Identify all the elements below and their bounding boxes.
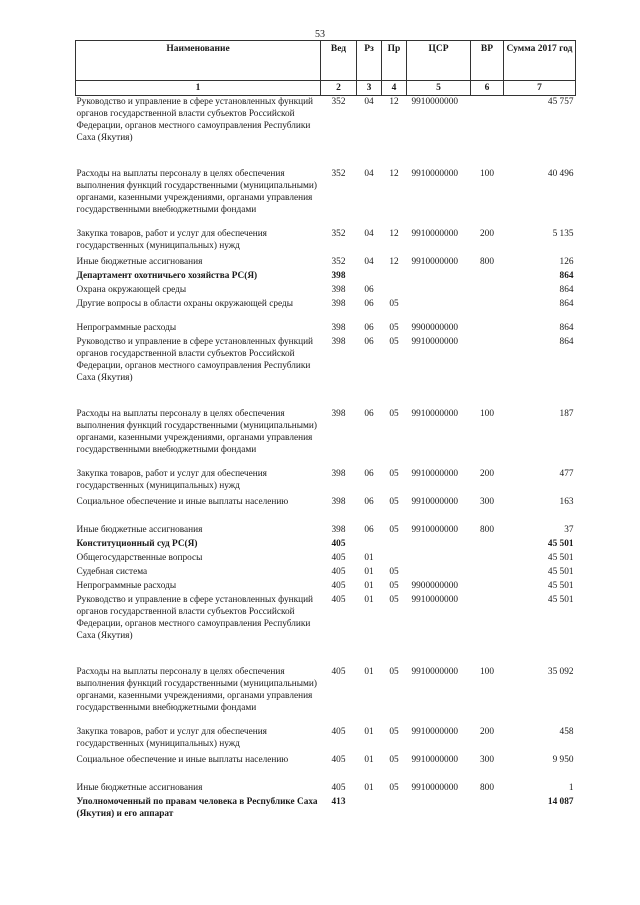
cell-ved: 398 [331, 409, 346, 419]
cell-sum: 458 [559, 727, 574, 737]
cell-sum: 864 [559, 299, 574, 309]
cell-csr [407, 284, 471, 298]
table-row [76, 284, 576, 298]
cell-vr: 800 [480, 257, 494, 267]
cell-rz [357, 796, 382, 820]
cell-pr: 05 [389, 497, 399, 507]
cell-csr: 9910000000 [411, 169, 458, 179]
cell-rz: 04 [364, 257, 374, 267]
cell-csr: 9910000000 [411, 783, 458, 793]
cell-rz: 06 [364, 409, 374, 419]
cell-csr: 9910000000 [411, 755, 458, 765]
header-vr: ВР [471, 41, 504, 81]
cell-ved: 352 [331, 97, 346, 107]
cell-pr: 05 [389, 469, 399, 479]
cell-ved: 405 [331, 667, 346, 677]
header-pr: Пр [382, 41, 407, 81]
cell-name: Иные бюджетные ассигнования [76, 783, 203, 793]
cell-sum: 45 501 [547, 553, 574, 563]
column-number: 3 [357, 81, 382, 96]
cell-name: Конституционный суд РС(Я) [76, 539, 198, 549]
cell-name: Социальное обеспечение и иные выплаты населению [76, 497, 289, 507]
cell-ved: 405 [331, 755, 346, 765]
cell-rz: 01 [364, 783, 374, 793]
cell-name: Расходы на выплаты персоналу в целях обеспечения выполнения функций государственными (муниципальными) органами, казенными учреждениями, органами управления государственными внебюджетными фондами [76, 169, 317, 215]
cell-ved: 405 [331, 595, 346, 605]
cell-rz: 01 [364, 667, 374, 677]
cell-vr [471, 336, 504, 408]
cell-rz: 04 [364, 97, 374, 107]
cell-name: Закупка товаров, работ и услуг для обеспечения государственных (муниципальных) нужд [76, 469, 267, 491]
cell-rz [357, 270, 382, 284]
cell-sum: 37 [564, 525, 574, 535]
table-row [76, 754, 576, 782]
cell-sum: 864 [559, 337, 574, 347]
cell-ved: 352 [331, 169, 346, 179]
cell-pr: 05 [389, 755, 399, 765]
cell-vr [471, 298, 504, 322]
cell-name: Иные бюджетные ассигнования [76, 257, 203, 267]
cell-csr: 9910000000 [411, 337, 458, 347]
cell-name: Расходы на выплаты персоналу в целях обеспечения выполнения функций государственными (муниципальными) органами, казенными учреждениями, органами управления государственными внебюджетными фондами [76, 409, 317, 455]
cell-name: Охрана окружающей среды [76, 285, 187, 295]
cell-vr: 100 [480, 667, 494, 677]
cell-csr: 9910000000 [411, 497, 458, 507]
cell-rz: 06 [364, 299, 374, 309]
cell-rz: 04 [364, 229, 374, 239]
table-row [76, 796, 576, 820]
table-row [76, 468, 576, 496]
cell-csr [407, 566, 471, 580]
cell-ved: 398 [331, 285, 346, 295]
cell-rz: 01 [364, 581, 374, 591]
header-ved: Вед [321, 41, 357, 81]
cell-vr: 300 [480, 497, 494, 507]
cell-ved: 398 [331, 525, 346, 535]
cell-vr [471, 96, 504, 169]
table-body [76, 96, 576, 821]
table-row [76, 524, 576, 538]
cell-vr: 800 [480, 783, 494, 793]
cell-name: Судебная система [76, 567, 148, 577]
cell-name: Департамент охотничьего хозяйства РС(Я) [76, 271, 258, 281]
cell-pr: 05 [389, 409, 399, 419]
cell-ved: 398 [331, 337, 346, 347]
cell-vr [471, 594, 504, 666]
budget-table [75, 40, 576, 820]
cell-sum: 40 496 [547, 169, 574, 179]
cell-vr: 300 [480, 755, 494, 765]
table-row [76, 496, 576, 524]
cell-rz: 04 [364, 169, 374, 179]
cell-pr [382, 284, 407, 298]
table-row [76, 552, 576, 566]
cell-csr [407, 552, 471, 566]
cell-ved: 352 [331, 229, 346, 239]
cell-rz: 06 [364, 525, 374, 535]
cell-name: Социальное обеспечение и иные выплаты населению [76, 755, 289, 765]
cell-rz: 01 [364, 567, 374, 577]
cell-pr: 05 [389, 595, 399, 605]
page-number: 53 [315, 29, 325, 40]
table-row [76, 336, 576, 408]
column-number: 7 [504, 81, 576, 96]
cell-csr: 9910000000 [411, 229, 458, 239]
cell-rz: 06 [364, 323, 374, 333]
cell-name: Общегосударственные вопросы [76, 553, 203, 563]
column-number: 1 [76, 81, 321, 96]
cell-rz: 06 [364, 337, 374, 347]
header-name: Наименование [76, 41, 321, 81]
cell-ved: 398 [331, 323, 346, 333]
cell-sum: 45 501 [547, 567, 574, 577]
cell-ved: 413 [331, 797, 346, 807]
header-csr: ЦСР [407, 41, 471, 81]
table-row [76, 666, 576, 726]
cell-vr [471, 580, 504, 594]
cell-name: Руководство и управление в сфере установленных функций органов государственной власти субъектов Российской Федерации, органов местного самоуправления Республики Саха (Якутия) [76, 595, 314, 641]
cell-vr [471, 322, 504, 336]
cell-vr [471, 270, 504, 284]
cell-name: Уполномоченный по правам человека в Республике Саха (Якутия) и его аппарат [76, 797, 318, 819]
table-row [76, 298, 576, 322]
cell-vr: 200 [480, 229, 494, 239]
cell-pr: 05 [389, 299, 399, 309]
cell-csr: 9900000000 [411, 323, 458, 333]
cell-vr [471, 552, 504, 566]
cell-pr: 05 [389, 667, 399, 677]
cell-pr [382, 796, 407, 820]
column-number: 4 [382, 81, 407, 96]
cell-vr [471, 566, 504, 580]
cell-pr: 05 [389, 323, 399, 333]
table-row [76, 96, 576, 169]
cell-pr: 05 [389, 525, 399, 535]
cell-sum: 1 [568, 783, 574, 793]
cell-pr: 05 [389, 581, 399, 591]
cell-ved: 352 [331, 257, 346, 267]
cell-sum: 864 [559, 285, 574, 295]
cell-name: Закупка товаров, работ и услуг для обеспечения государственных (муниципальных) нужд [76, 727, 267, 749]
column-number: 5 [407, 81, 471, 96]
cell-csr: 9910000000 [411, 409, 458, 419]
cell-pr: 12 [389, 229, 399, 239]
cell-csr [407, 270, 471, 284]
cell-csr: 9910000000 [411, 667, 458, 677]
cell-csr: 9910000000 [411, 727, 458, 737]
cell-csr: 9910000000 [411, 257, 458, 267]
table-row [76, 228, 576, 256]
cell-sum: 45 757 [547, 97, 574, 107]
cell-vr [471, 538, 504, 552]
cell-sum: 5 135 [552, 229, 574, 239]
table-row [76, 566, 576, 580]
cell-vr: 100 [480, 409, 494, 419]
table-row [76, 580, 576, 594]
cell-sum: 45 501 [547, 595, 574, 605]
table-row [76, 256, 576, 270]
header-rz: Рз [357, 41, 382, 81]
cell-sum: 864 [559, 323, 574, 333]
table-row [76, 538, 576, 552]
cell-pr [382, 552, 407, 566]
cell-rz: 06 [364, 285, 374, 295]
cell-sum: 45 501 [547, 581, 574, 591]
cell-pr [382, 270, 407, 284]
table-row [76, 782, 576, 796]
cell-csr [407, 298, 471, 322]
cell-pr: 05 [389, 727, 399, 737]
cell-pr [382, 538, 407, 552]
table-row [76, 594, 576, 666]
cell-vr [471, 796, 504, 820]
cell-rz: 01 [364, 553, 374, 563]
cell-rz: 01 [364, 755, 374, 765]
cell-rz: 06 [364, 497, 374, 507]
cell-rz: 01 [364, 595, 374, 605]
header-sum: Сумма 2017 год [504, 41, 576, 81]
cell-ved: 405 [331, 581, 346, 591]
cell-name: Руководство и управление в сфере установленных функций органов государственной власти субъектов Российской Федерации, органов местного самоуправления Республики Саха (Якутия) [76, 337, 314, 383]
cell-csr: 9910000000 [411, 97, 458, 107]
cell-name: Непрограммные расходы [76, 323, 177, 333]
cell-pr: 05 [389, 783, 399, 793]
cell-sum: 126 [559, 257, 574, 267]
cell-pr: 12 [389, 97, 399, 107]
cell-rz: 06 [364, 469, 374, 479]
cell-name: Расходы на выплаты персоналу в целях обеспечения выполнения функций государственными (муниципальными) органами, казенными учреждениями, органами управления государственными внебюджетными фондами [76, 667, 317, 713]
cell-sum: 477 [559, 469, 574, 479]
table-row [76, 726, 576, 754]
cell-csr [407, 538, 471, 552]
cell-ved: 398 [331, 497, 346, 507]
cell-name: Закупка товаров, работ и услуг для обеспечения государственных (муниципальных) нужд [76, 229, 267, 251]
cell-ved: 398 [331, 271, 346, 281]
cell-ved: 405 [331, 553, 346, 563]
cell-sum: 864 [559, 271, 574, 281]
cell-sum: 9 950 [552, 755, 574, 765]
cell-ved: 405 [331, 539, 346, 549]
cell-ved: 405 [331, 783, 346, 793]
table-row [76, 270, 576, 284]
cell-name: Иные бюджетные ассигнования [76, 525, 203, 535]
cell-ved: 405 [331, 567, 346, 577]
cell-sum: 163 [559, 497, 574, 507]
cell-csr: 9910000000 [411, 595, 458, 605]
cell-rz: 01 [364, 727, 374, 737]
cell-ved: 398 [331, 469, 346, 479]
cell-name: Другие вопросы в области охраны окружающей среды [76, 299, 293, 309]
cell-sum: 45 501 [547, 539, 574, 549]
column-number: 2 [321, 81, 357, 96]
cell-name: Руководство и управление в сфере установленных функций органов государственной власти субъектов Российской Федерации, органов местного самоуправления Республики Саха (Якутия) [76, 97, 314, 143]
table-row [76, 322, 576, 336]
cell-sum: 187 [559, 409, 574, 419]
cell-vr: 100 [480, 169, 494, 179]
cell-pr: 12 [389, 169, 399, 179]
cell-ved: 398 [331, 299, 346, 309]
table-header [76, 41, 576, 96]
cell-sum: 14 087 [547, 797, 574, 807]
cell-name: Непрограммные расходы [76, 581, 177, 591]
cell-vr: 200 [480, 469, 494, 479]
cell-vr: 800 [480, 525, 494, 535]
cell-rz [357, 538, 382, 552]
cell-csr: 9910000000 [411, 469, 458, 479]
cell-vr [471, 284, 504, 298]
cell-sum: 35 092 [547, 667, 574, 677]
cell-ved: 405 [331, 727, 346, 737]
cell-vr: 200 [480, 727, 494, 737]
cell-pr: 05 [389, 337, 399, 347]
table-row [76, 408, 576, 468]
cell-csr: 9900000000 [411, 581, 458, 591]
cell-pr: 05 [389, 567, 399, 577]
cell-pr: 12 [389, 257, 399, 267]
cell-csr: 9910000000 [411, 525, 458, 535]
cell-csr [407, 796, 471, 820]
table-row [76, 168, 576, 228]
column-number: 6 [471, 81, 504, 96]
